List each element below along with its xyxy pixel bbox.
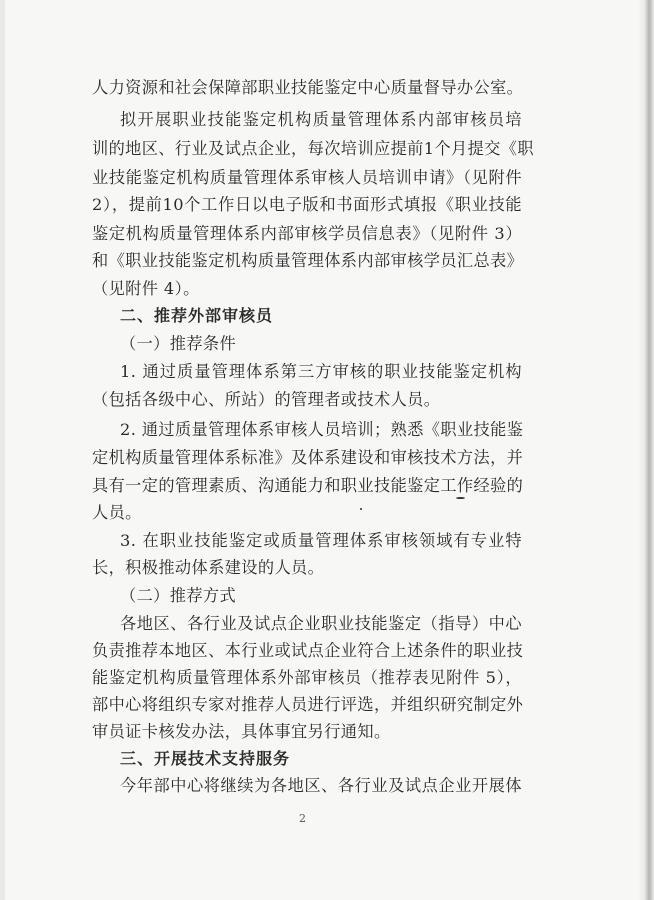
section-heading: 二、推荐外部审核员 [120, 306, 274, 325]
subsection-heading: （二）推荐方式 [120, 586, 237, 605]
paragraph-line: （包括各级中心、所站）的管理者或技术人员。 [92, 390, 441, 409]
paragraph-line: 业技能鉴定机构质量管理体系审核人员培训申请》（见附件 [92, 168, 522, 187]
scan-speck [456, 497, 465, 499]
paragraph-line: 训的地区、行业及试点企业，每次培训应提前1个月提交《职 [92, 139, 534, 158]
paragraph-line: 部中心将组织专家对推荐人员进行评选，并组织研究制定外 [92, 695, 524, 714]
paragraph-line: 能鉴定机构质量管理体系外部审核员（推荐表见附件 5）， [92, 668, 522, 687]
paragraph-line: 2. 通过质量管理体系审核人员培训；熟悉《职业技能鉴 [120, 420, 524, 439]
section-heading: 三、开展技术支持服务 [120, 749, 291, 768]
paragraph-line: 负责推荐本地区、本行业或试点企业符合上述条件的职业技 [92, 641, 524, 660]
paragraph-line: 审员证卡核发办法，具体事宜另行通知。 [92, 722, 391, 741]
paragraph-line: 人员。 [92, 503, 142, 522]
scan-right-edge [638, 0, 654, 900]
paragraph-line: 今年部中心将继续为各地区、各行业及试点企业开展体 [120, 776, 522, 795]
paragraph-line: 鉴定机构质量管理体系内部审核学员信息表》（见附件 3） [92, 224, 522, 243]
page-number: 2 [299, 812, 306, 825]
paragraph-line: 长，积极推动体系建设的人员。 [92, 558, 325, 577]
paragraph-line: 拟开展职业技能鉴定机构质量管理体系内部审核员培 [120, 110, 522, 129]
paragraph-line: （见附件 4）。 [92, 279, 200, 298]
scan-left-edge [0, 0, 5, 900]
paragraph-line: 定机构质量管理体系标准》及体系建设和审核技术方法，并 [92, 448, 524, 467]
paragraph-line: 和《职业技能鉴定机构质量管理体系内部审核学员汇总表》 [92, 251, 524, 270]
paragraph-line: 具有一定的管理素质、沟通能力和职业技能鉴定工作经验的 [92, 476, 524, 495]
paragraph-line: 2），提前10个工作日以电子版和书面形式填报《职业技能 [92, 195, 522, 214]
paragraph-line: 各地区、各行业及试点企业职业技能鉴定（指导）中心 [120, 614, 522, 633]
paragraph-line: 人力资源和社会保障部职业技能鉴定中心质量督导办公室。 [92, 78, 524, 97]
subsection-heading: （一）推荐条件 [120, 334, 237, 353]
paragraph-line: 1. 通过质量管理体系第三方审核的职业技能鉴定机构 [120, 362, 522, 381]
paragraph-line: 3. 在职业技能鉴定或质量管理体系审核领域有专业特 [120, 531, 522, 550]
